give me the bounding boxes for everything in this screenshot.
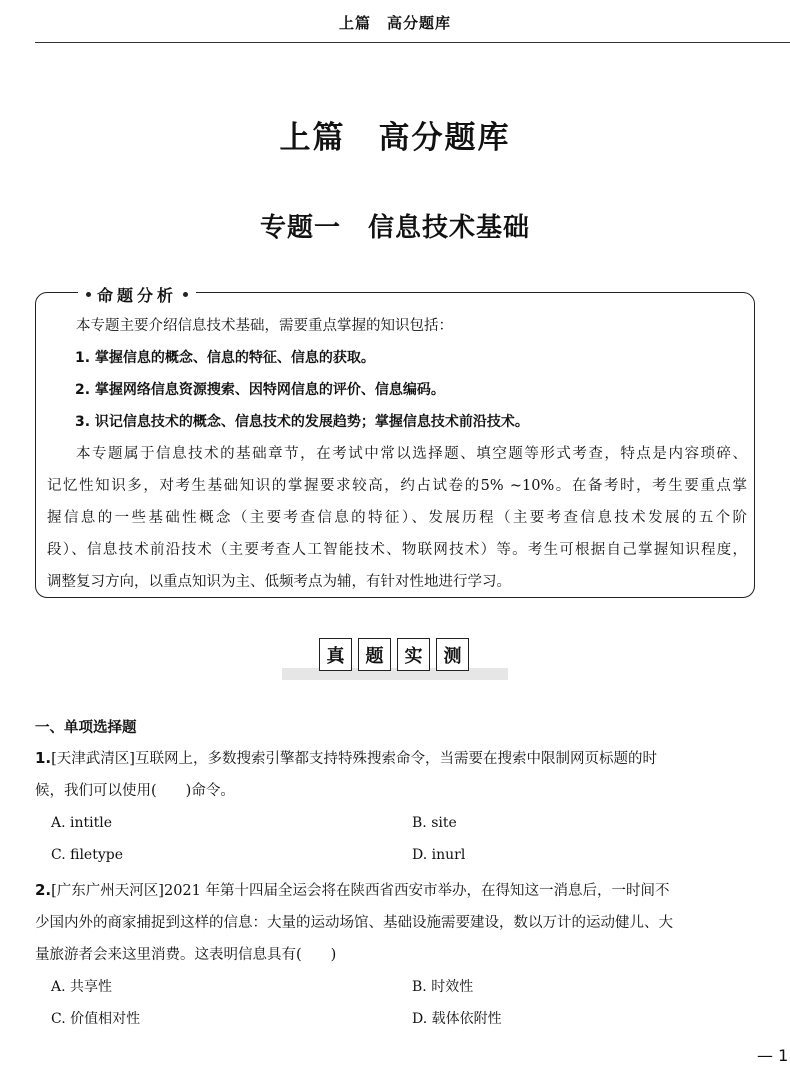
question-1 bbox=[35, 742, 757, 871]
question-source: [广东广州天河区] bbox=[51, 883, 164, 899]
banner-char: 真 bbox=[319, 638, 352, 671]
bullet-dot-icon bbox=[86, 292, 91, 297]
analysis-intro: 本专题主要介绍信息技术基础，需要重点掌握的知识包括： bbox=[76, 318, 453, 334]
question-stem-line: 2021 年第十四届全运会将在陕西省西安市举办，在得知这一消息后，一时间不 bbox=[163, 883, 670, 899]
option-a: A. 共享性 bbox=[51, 979, 113, 995]
question-stem-line: 互联网上，多数搜索引擎都支持特殊搜索命令，当需要在搜索中限制网页标题的时 bbox=[134, 751, 657, 767]
analysis-item: 2. 掌握网络信息资源搜索、因特网信息的评价、信息编码。 bbox=[75, 382, 445, 398]
option-d: D. inurl bbox=[412, 847, 466, 863]
running-head: 上篇 高分题库 bbox=[338, 14, 451, 32]
question-stem bbox=[35, 874, 757, 971]
analysis-item: 3. 识记信息技术的概念、信息技术的发展趋势；掌握信息技术前沿技术。 bbox=[75, 414, 529, 430]
banner-char: 实 bbox=[397, 638, 430, 671]
analysis-paragraph-line: 调整复习方向，以重点知识为主、低频考点为辅，有针对性地进行学习。 bbox=[47, 574, 511, 590]
page-number: — 1 bbox=[757, 1046, 789, 1065]
question-stem bbox=[35, 742, 757, 807]
option-b: B. 时效性 bbox=[412, 979, 474, 995]
part-title: 上篇 高分题库 bbox=[279, 120, 511, 156]
analysis-paragraph-line: 本专题属于信息技术的基础章节，在考试中常以选择题、填空题等形式考查，特点是内容琐碎、 bbox=[76, 446, 747, 462]
question-stem-line: 量旅游者会来这里消费。这表明信息具有( ) bbox=[35, 947, 337, 963]
analysis-paragraph-line: 记忆性知识多，对考生基础知识的掌握要求较高，约占试卷的5% ~10%。在备考时，考生要重点掌 bbox=[47, 478, 747, 494]
question-number: 1. bbox=[35, 749, 52, 767]
question-2 bbox=[35, 874, 757, 1035]
banner-char: 测 bbox=[436, 638, 469, 671]
analysis-paragraph-line: 段）、信息技术前沿技术（主要考查人工智能技术、物联网技术）等。考生可根据自己掌握知识程度， bbox=[47, 542, 747, 558]
analysis-label-text: 命题分析 bbox=[97, 286, 178, 305]
option-d: D. 载体依附性 bbox=[412, 1011, 502, 1027]
section-banner bbox=[282, 638, 508, 680]
analysis-body bbox=[47, 310, 747, 598]
banner-char: 题 bbox=[358, 638, 391, 671]
header-rule bbox=[35, 42, 790, 43]
option-c: C. 价值相对性 bbox=[51, 1011, 141, 1027]
bullet-dot-icon bbox=[183, 292, 188, 297]
option-c: C. filetype bbox=[51, 847, 123, 863]
topic-title: 专题一 信息技术基础 bbox=[259, 213, 530, 243]
question-number: 2. bbox=[35, 881, 52, 899]
option-a: A. intitle bbox=[51, 815, 112, 831]
analysis-item: 1. 掌握信息的概念、信息的特征、信息的获取。 bbox=[75, 350, 375, 366]
analysis-paragraph-line: 握信息的一些基础性概念（主要考查信息的特征）、发展历程（主要考查信息技术发展的五个阶 bbox=[47, 510, 747, 526]
question-stem-line: 少国内外的商家捕捉到这样的信息：大量的运动场馆、基础设施需要建设，数以万计的运动健儿、大 bbox=[35, 915, 673, 931]
question-source: [天津武清区] bbox=[51, 751, 135, 767]
question-stem-line: 候，我们可以使用( )命令。 bbox=[35, 783, 235, 799]
analysis-label bbox=[78, 283, 196, 306]
question-type-heading: 一、单项选择题 bbox=[35, 720, 137, 736]
option-b: B. site bbox=[412, 815, 457, 831]
